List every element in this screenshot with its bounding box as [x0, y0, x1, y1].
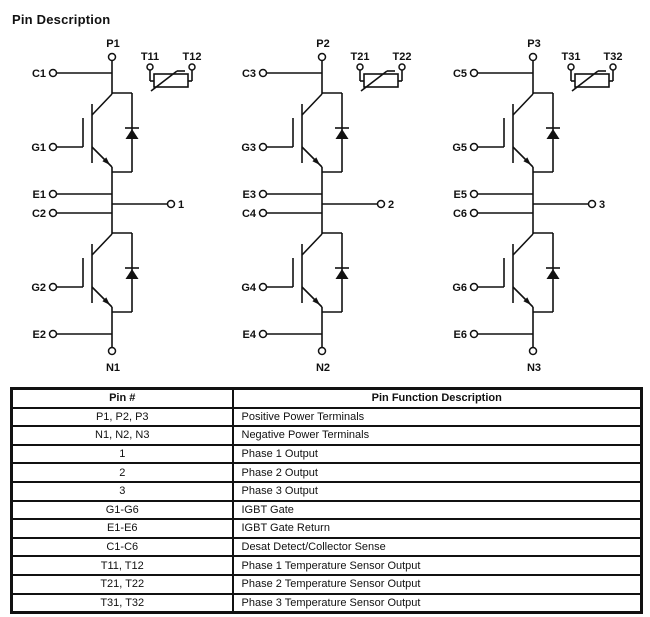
- phase-1-schematic: [31, 38, 201, 374]
- pin-label-E3: E3: [242, 189, 256, 201]
- pin-label-G5: G5: [452, 142, 467, 154]
- pin-description-cell: Phase 3 Output: [233, 482, 642, 501]
- pin-number-cell: 3: [12, 482, 233, 501]
- terminal-G1: [50, 144, 57, 151]
- pin-label-T22: T22: [392, 51, 412, 63]
- pin-label-T12: T12: [182, 51, 202, 63]
- page-title: Pin Description: [12, 12, 111, 27]
- terminal-C6: [471, 210, 478, 217]
- terminal-C5: [471, 70, 478, 77]
- pin-label-output-2: 2: [387, 199, 395, 211]
- pin-label-output-3: 3: [598, 199, 606, 211]
- pin-label-C1: C1: [31, 68, 46, 80]
- terminal-T32: [610, 64, 616, 70]
- pin-label-G3: G3: [241, 142, 256, 154]
- pin-number-cell: N1, N2, N3: [12, 426, 233, 445]
- table-row: [12, 538, 642, 557]
- table-row: [12, 426, 642, 445]
- pin-label-G2: G2: [31, 282, 46, 294]
- terminal-N3: [530, 348, 537, 355]
- table-row: [12, 575, 642, 594]
- pin-description-cell: IGBT Gate Return: [233, 519, 642, 538]
- terminal-output-3: [589, 201, 596, 208]
- pin-number-cell: T11, T12: [12, 556, 233, 575]
- pin-number-cell: 1: [12, 445, 233, 464]
- table-row: [12, 556, 642, 575]
- pin-label-P1: P1: [106, 38, 120, 50]
- diode-icon: [336, 269, 349, 279]
- diode-icon: [547, 129, 560, 139]
- terminal-T12: [189, 64, 195, 70]
- diode-icon: [547, 269, 560, 279]
- table-row: [12, 463, 642, 482]
- pin-label-N3: N3: [526, 362, 542, 374]
- pin-function-table: [10, 387, 643, 614]
- table-row: [12, 501, 642, 520]
- terminal-G2: [50, 284, 57, 291]
- pin-number-cell: G1-G6: [12, 501, 233, 520]
- terminal-E6: [471, 331, 478, 338]
- igbt-collector: [513, 94, 533, 115]
- pin-label-E1: E1: [32, 189, 46, 201]
- pin-description-cell: Phase 2 Output: [233, 463, 642, 482]
- pin-label-N2: N2: [315, 362, 331, 374]
- pin-label-E2: E2: [32, 329, 46, 341]
- pin-label-C6: C6: [452, 208, 467, 220]
- igbt-collector: [92, 234, 112, 255]
- phase-3-schematic: [452, 38, 622, 374]
- pin-label-G6: G6: [452, 282, 467, 294]
- terminal-P2: [319, 54, 326, 61]
- phase-2-schematic: [241, 38, 411, 374]
- terminal-P3: [530, 54, 537, 61]
- pin-number-cell: 2: [12, 463, 233, 482]
- terminal-G4: [260, 284, 267, 291]
- igbt-collector: [92, 94, 112, 115]
- terminal-C4: [260, 210, 267, 217]
- diode-icon: [126, 129, 139, 139]
- pin-label-E6: E6: [453, 329, 467, 341]
- diode-icon: [126, 269, 139, 279]
- pin-label-T11: T11: [140, 51, 160, 63]
- pin-label-C3: C3: [241, 68, 256, 80]
- terminal-N2: [319, 348, 326, 355]
- pin-description-cell: IGBT Gate: [233, 501, 642, 520]
- terminal-output-2: [378, 201, 385, 208]
- terminal-E3: [260, 191, 267, 198]
- pin-label-T21: T21: [350, 51, 370, 63]
- pin-label-N1: N1: [105, 362, 121, 374]
- pin-label-E5: E5: [453, 189, 467, 201]
- pin-number-cell: T21, T22: [12, 575, 233, 594]
- terminal-T11: [147, 64, 153, 70]
- terminal-C2: [50, 210, 57, 217]
- pin-label-C2: C2: [31, 208, 46, 220]
- igbt-collector: [302, 234, 322, 255]
- table-header-row: [12, 389, 642, 408]
- pin-label-E4: E4: [242, 329, 256, 341]
- table-row: [12, 408, 642, 427]
- pin-number-header: Pin #: [12, 389, 233, 408]
- pin-label-C5: C5: [452, 68, 467, 80]
- pin-label-P3: P3: [527, 38, 541, 50]
- igbt-collector: [302, 94, 322, 115]
- table-row: [12, 519, 642, 538]
- pin-number-cell: P1, P2, P3: [12, 408, 233, 427]
- terminal-G6: [471, 284, 478, 291]
- pin-label-C4: C4: [241, 208, 256, 220]
- table-row: [12, 594, 642, 613]
- terminal-C3: [260, 70, 267, 77]
- terminal-N1: [109, 348, 116, 355]
- terminal-E2: [50, 331, 57, 338]
- pin-table-body: [12, 408, 642, 613]
- pin-description-cell: Negative Power Terminals: [233, 426, 642, 445]
- pin-number-cell: C1-C6: [12, 538, 233, 557]
- pin-description-cell: Desat Detect/Collector Sense: [233, 538, 642, 557]
- pin-description-cell: Phase 1 Output: [233, 445, 642, 464]
- terminal-C1: [50, 70, 57, 77]
- pin-label-G4: G4: [241, 282, 256, 294]
- pin-label-T32: T32: [603, 51, 623, 63]
- terminal-T21: [357, 64, 363, 70]
- pin-label-G1: G1: [31, 142, 46, 154]
- pin-description-cell: Phase 1 Temperature Sensor Output: [233, 556, 642, 575]
- table-row: [12, 445, 642, 464]
- diode-icon: [336, 129, 349, 139]
- pin-function-header: Pin Function Description: [233, 389, 642, 408]
- pin-number-cell: E1-E6: [12, 519, 233, 538]
- terminal-output-1: [168, 201, 175, 208]
- terminal-T31: [568, 64, 574, 70]
- terminal-G3: [260, 144, 267, 151]
- igbt-collector: [513, 234, 533, 255]
- pin-description-cell: Positive Power Terminals: [233, 408, 642, 427]
- pin-label-T31: T31: [561, 51, 581, 63]
- terminal-E4: [260, 331, 267, 338]
- terminal-T22: [399, 64, 405, 70]
- table-row: [12, 482, 642, 501]
- pin-label-output-1: 1: [177, 199, 185, 211]
- terminal-E5: [471, 191, 478, 198]
- pin-number-cell: T31, T32: [12, 594, 233, 613]
- terminal-P1: [109, 54, 116, 61]
- pin-label-P2: P2: [316, 38, 330, 50]
- pin-description-cell: Phase 3 Temperature Sensor Output: [233, 594, 642, 613]
- terminal-G5: [471, 144, 478, 151]
- terminal-E1: [50, 191, 57, 198]
- pin-description-cell: Phase 2 Temperature Sensor Output: [233, 575, 642, 594]
